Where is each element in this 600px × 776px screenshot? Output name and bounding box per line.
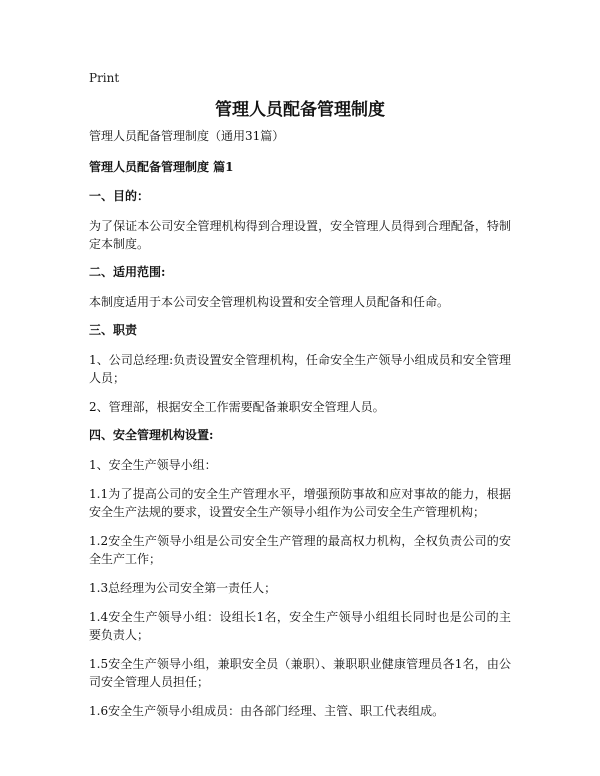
section-heading-scope: 二、适用范围: <box>89 265 166 279</box>
paragraph: 1.6安全生产领导小组成员：由各部门经理、主管、职工代表组成。 <box>89 704 445 718</box>
paragraph: 1.2安全生产领导小组是公司安全生产管理的最高权力机构，全权负责公司的安全生产工作； <box>89 534 511 566</box>
section-heading-duties: 三、职责 <box>89 323 138 337</box>
paragraph: 1.1为了提高公司的安全生产管理水平，增强预防事故和应对事故的能力，根据安全生产法规的要求，设置安全生产领导小组作为公司安全生产管理机构； <box>89 487 511 519</box>
paragraph: 本制度适用于本公司安全管理机构设置和安全管理人员配备和任命。 <box>89 295 450 309</box>
paragraph: 为了保证本公司安全管理机构得到合理设置，安全管理人员得到合理配备，特制定本制度。 <box>89 219 511 251</box>
section-heading-purpose: 一、目的： <box>89 189 150 203</box>
paragraph: 1、安全生产领导小组： <box>89 458 217 472</box>
paragraph: 2、管理部，根据安全工作需要配备兼职安全管理人员。 <box>89 400 385 414</box>
document-title: 管理人员配备管理制度 <box>215 100 385 120</box>
print-label: Print <box>89 71 120 85</box>
paragraph: 1.4安全生产领导小组：设组长1名，安全生产领导小组组长同时也是公司的主要负责人； <box>89 610 511 642</box>
paragraph: 1.3总经理为公司安全第一责任人； <box>89 581 277 595</box>
article-heading: 管理人员配备管理制度 篇1 <box>89 160 234 174</box>
paragraph: 1、公司总经理:负责设置安全管理机构，任命安全生产领导小组成员和安全管理人员； <box>89 353 511 385</box>
paragraph: 1.5安全生产领导小组，兼职安全员（兼职）、兼职职业健康管理员各1名，由公司安全管理人员担任； <box>89 657 511 689</box>
document-subtitle: 管理人员配备管理制度（通用31篇） <box>89 129 285 143</box>
section-heading-organization: 四、安全管理机构设置: <box>89 428 214 442</box>
